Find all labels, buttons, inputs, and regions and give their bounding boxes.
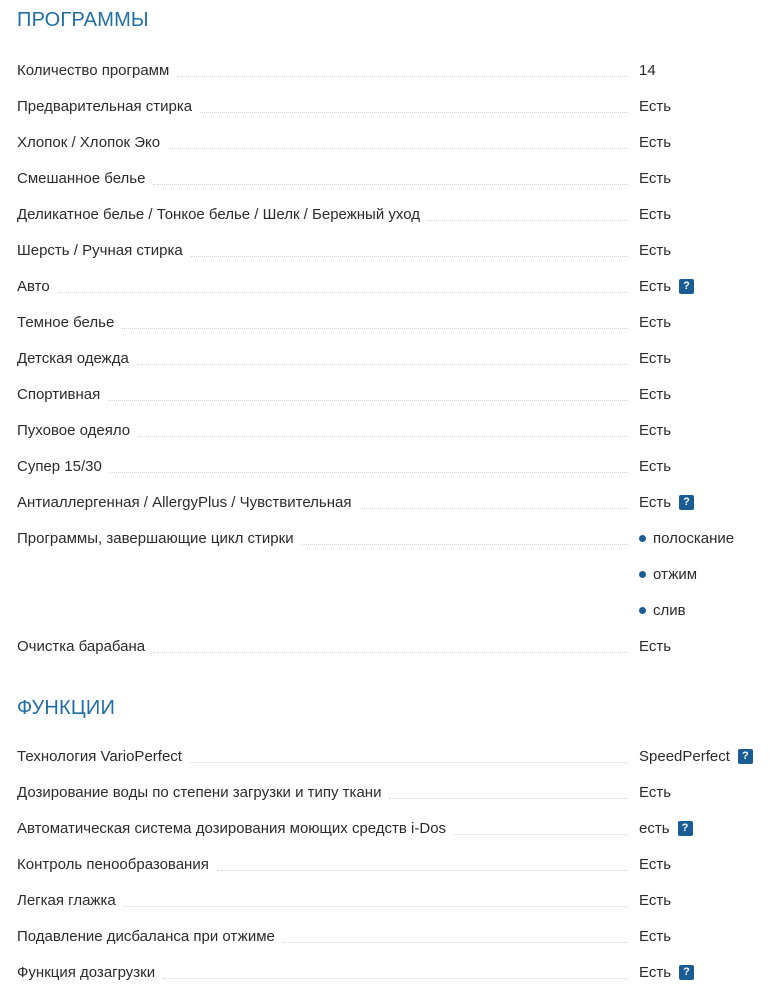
spec-value xyxy=(639,530,782,547)
dotted-leader xyxy=(153,184,627,185)
spec-value xyxy=(639,458,782,475)
spec-value xyxy=(639,422,782,439)
spec-value xyxy=(639,170,782,187)
spec-value-text: слив xyxy=(653,601,686,619)
spec-row-kids xyxy=(17,340,782,376)
spec-label: Технология VarioPerfect xyxy=(17,747,182,765)
spec-value xyxy=(639,278,782,295)
spec-label: Количество программ xyxy=(17,61,170,79)
spec-value-text: 14 xyxy=(639,61,656,79)
spec-label: Функция дозагрузки xyxy=(17,963,156,981)
spec-value xyxy=(639,242,782,259)
dotted-leader xyxy=(428,220,627,221)
spec-value-text: Есть xyxy=(639,169,672,187)
functions-rows xyxy=(17,738,782,990)
spec-value-text: Есть xyxy=(639,963,672,981)
spec-value xyxy=(639,748,782,765)
spec-value-text: Есть xyxy=(639,855,672,873)
dotted-leader xyxy=(454,834,627,835)
spec-row-easy-iron xyxy=(17,882,782,918)
spec-row-prewash xyxy=(17,88,782,124)
spec-row-water-dosing xyxy=(17,774,782,810)
spec-value xyxy=(639,566,782,583)
spec-row-delicates xyxy=(17,196,782,232)
spec-value-text: Есть xyxy=(639,349,672,367)
spec-row-end-cycle-cont xyxy=(17,556,782,592)
spec-value xyxy=(639,638,782,655)
spec-label: Смешанное белье xyxy=(17,169,146,187)
dotted-leader xyxy=(168,148,627,149)
spec-value-text: Есть xyxy=(639,205,672,223)
help-icon[interactable]: ? xyxy=(679,495,694,510)
spec-value-text: SpeedPerfect xyxy=(639,747,730,765)
spec-value xyxy=(639,386,782,403)
spec-value xyxy=(639,856,782,873)
dotted-leader xyxy=(124,906,627,907)
spec-label: Авто xyxy=(17,277,50,295)
spec-row-varioperfect xyxy=(17,738,782,774)
spec-value-text: Есть xyxy=(639,421,672,439)
spec-value-text: Есть xyxy=(639,927,672,945)
spec-row-dark xyxy=(17,304,782,340)
spec-row-auto xyxy=(17,268,782,304)
spec-row-cotton xyxy=(17,124,782,160)
dotted-leader xyxy=(177,76,627,77)
spec-label: Очистка барабана xyxy=(17,637,146,655)
spec-value xyxy=(639,602,782,619)
spec-value-text: отжим xyxy=(653,565,698,583)
spec-label: Хлопок / Хлопок Эко xyxy=(17,133,161,151)
bullet-icon xyxy=(639,571,646,578)
help-icon[interactable]: ? xyxy=(678,821,693,836)
dotted-leader xyxy=(191,256,627,257)
spec-label: Пуховое одеяло xyxy=(17,421,131,439)
functions-section xyxy=(17,697,782,990)
spec-value-text: Есть xyxy=(639,385,672,403)
programs-section xyxy=(17,0,782,664)
bullet-icon xyxy=(639,535,646,542)
dotted-leader xyxy=(122,328,627,329)
spec-value-text: Есть xyxy=(639,783,672,801)
spec-value-text: есть xyxy=(639,819,670,837)
spec-value xyxy=(639,206,782,223)
spec-row-program-count xyxy=(17,52,782,88)
dotted-leader xyxy=(163,978,627,979)
spec-label: Шерсть / Ручная стирка xyxy=(17,241,183,259)
spec-label: Супер 15/30 xyxy=(17,457,102,475)
spec-value-text: полоскание xyxy=(653,529,735,547)
spec-label: Темное белье xyxy=(17,313,115,331)
spec-row-unbalance xyxy=(17,918,782,954)
dotted-leader xyxy=(108,400,627,401)
spec-label: Автоматическая система дозирования моющих средств i-Dos xyxy=(17,819,447,837)
spec-row-allergy xyxy=(17,484,782,520)
spec-row-reload xyxy=(17,954,782,990)
spec-value-text: Есть xyxy=(639,457,672,475)
spec-row-mixed xyxy=(17,160,782,196)
dotted-leader xyxy=(110,472,627,473)
spec-row-sport xyxy=(17,376,782,412)
spec-row-end-cycle xyxy=(17,520,782,556)
spec-value xyxy=(639,964,782,981)
spec-value xyxy=(639,928,782,945)
dotted-leader xyxy=(302,544,627,545)
programs-rows xyxy=(17,52,782,664)
dotted-leader xyxy=(217,870,627,871)
spec-value-text: Есть xyxy=(639,493,672,511)
spec-label: Контроль пенообразования xyxy=(17,855,209,873)
spec-value xyxy=(639,314,782,331)
spec-row-end-cycle-cont xyxy=(17,592,782,628)
dotted-leader xyxy=(200,112,627,113)
spec-label: Спортивная xyxy=(17,385,101,403)
spec-value xyxy=(639,494,782,511)
spec-value xyxy=(639,98,782,115)
spec-value-text: Есть xyxy=(639,241,672,259)
help-icon[interactable]: ? xyxy=(679,279,694,294)
spec-label: Детская одежда xyxy=(17,349,129,367)
spec-value xyxy=(639,820,782,837)
spec-label: Деликатное белье / Тонкое белье / Шелк / Бережный уход xyxy=(17,205,420,223)
spec-value xyxy=(639,350,782,367)
dotted-leader xyxy=(190,762,627,763)
spec-label: Программы, завершающие цикл стирки xyxy=(17,529,294,547)
spec-label: Антиаллергенная / AllergyPlus / Чувствительная xyxy=(17,493,352,511)
spec-label: Подавление дисбаланса при отжиме xyxy=(17,927,275,945)
dotted-leader xyxy=(138,436,627,437)
spec-value-text: Есть xyxy=(639,97,672,115)
dotted-leader xyxy=(389,798,627,799)
spec-value-text: Есть xyxy=(639,313,672,331)
spec-row-super xyxy=(17,448,782,484)
spec-label: Легкая глажка xyxy=(17,891,116,909)
dotted-leader xyxy=(58,292,627,293)
spec-row-drum-clean xyxy=(17,628,782,664)
section-title-programs: ПРОГРАММЫ xyxy=(17,9,149,31)
dotted-leader xyxy=(283,942,627,943)
help-icon[interactable]: ? xyxy=(679,965,694,980)
spec-label: Дозирование воды по степени загрузки и типу ткани xyxy=(17,783,382,801)
spec-row-foam-control xyxy=(17,846,782,882)
spec-row-wool xyxy=(17,232,782,268)
spec-value xyxy=(639,134,782,151)
dotted-leader xyxy=(153,652,627,653)
spec-row-duvet xyxy=(17,412,782,448)
bullet-icon xyxy=(639,607,646,614)
dotted-leader xyxy=(360,508,628,509)
spec-value xyxy=(639,784,782,801)
section-title-functions: ФУНКЦИИ xyxy=(17,697,116,719)
spec-value-text: Есть xyxy=(639,637,672,655)
spec-value-text: Есть xyxy=(639,277,672,295)
spec-value-text: Есть xyxy=(639,891,672,909)
spec-label: Предварительная стирка xyxy=(17,97,193,115)
spec-value-text: Есть xyxy=(639,133,672,151)
spec-row-idos xyxy=(17,810,782,846)
dotted-leader xyxy=(137,364,627,365)
help-icon[interactable]: ? xyxy=(738,749,753,764)
spec-value xyxy=(639,62,782,79)
spec-value xyxy=(639,892,782,909)
